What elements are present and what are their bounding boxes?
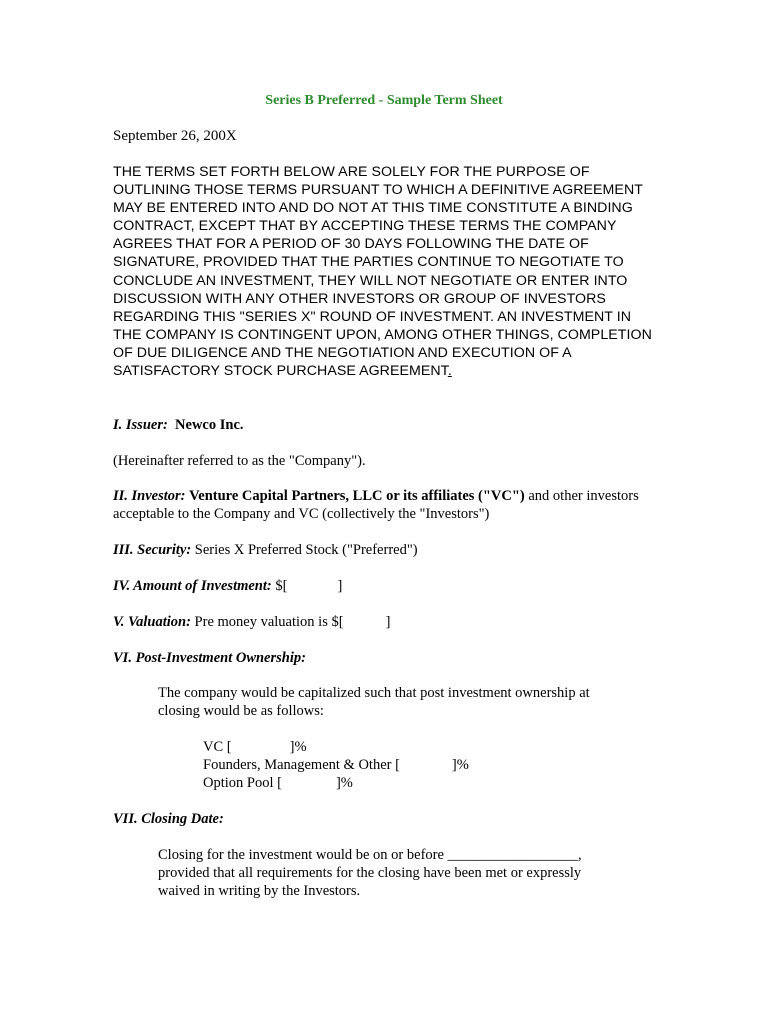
issuer-heading: I. Issuer: bbox=[113, 417, 168, 433]
ownership-item-close: ]% bbox=[289, 739, 307, 755]
ownership-item-founders bbox=[203, 756, 469, 774]
closing-date-blank: __________________ bbox=[447, 847, 579, 863]
investor-rest: and other investors acceptable to the Company and VC (collectively the "Investors") bbox=[113, 488, 639, 522]
preamble-text: THE TERMS SET FORTH BELOW ARE SOLELY FOR THE PURPOSE OF OUTLINING THOSE TERMS PURSUANT TO WHICH A DEFINITIVE AGREEMENT MAY BE ENTERED INTO AND DO NOT AT THIS TIME CONSTITUTE A BINDING CONTRACT, EXCEPT THAT BY ACCEPTING THESE TERMS THE COMPANY AGREES THAT FOR A PERIOD OF 30 DAYS FOLLOWING THE DATE OF SIGNATURE, PROVIDED THAT THE PARTIES CONTINUE TO NEGOTIATE TO CONCLUDE AN INVESTMENT, THEY WILL NOT NEGOTIATE OR ENTER INTO DISCUSSION WITH ANY OTHER INVESTORS OR GROUP OF INVESTORS REGARDING THIS "SERIES X" ROUND OF INVESTMENT. AN INVESTMENT IN THE COMPANY IS CONTINGENT UPON, AMONG OTHER THINGS, COMPLETION OF DUE DILIGENCE AND THE NEGOTIATION AND EXECUTION OF A SATISFACTORY STOCK PURCHASE AGREEMENT bbox=[113, 164, 652, 380]
security-value: Series X Preferred Stock ("Preferred") bbox=[194, 542, 418, 558]
issuer-note: (Hereinafter referred to as the "Company"). bbox=[113, 453, 366, 469]
document-title: Series B Preferred - Sample Term Sheet bbox=[265, 93, 503, 108]
issuer-value: Newco Inc. bbox=[175, 417, 244, 433]
investor-value: Venture Capital Partners, LLC or its affiliates ("VC") bbox=[189, 488, 525, 504]
ownership-item-close: ]% bbox=[335, 775, 353, 791]
amount-close: ] bbox=[337, 578, 343, 594]
section-closing-heading bbox=[113, 810, 224, 828]
closing-text-end: , provided that all requirements for the closing have been met or expressly waived in writing by the Investors. bbox=[158, 847, 582, 899]
preamble-paragraph bbox=[113, 163, 661, 380]
ownership-item-label: Option Pool [ bbox=[203, 775, 282, 791]
ownership-item-label: Founders, Management & Other [ bbox=[203, 757, 400, 773]
section-amount bbox=[113, 577, 342, 595]
closing-text bbox=[158, 846, 598, 900]
amount-value: $[ bbox=[275, 578, 288, 594]
closing-text-start: Closing for the investment would be on or before bbox=[158, 847, 448, 863]
ownership-item-option-pool bbox=[203, 774, 353, 792]
section-issuer bbox=[113, 416, 244, 434]
valuation-value: Pre money valuation is $[ bbox=[194, 614, 344, 630]
valuation-close: ] bbox=[385, 614, 391, 630]
ownership-item-label: VC [ bbox=[203, 739, 232, 755]
ownership-item-vc bbox=[203, 738, 307, 756]
preamble-end: . bbox=[447, 363, 452, 380]
ownership-heading: VI. Post-Investment Ownership: bbox=[113, 650, 306, 666]
investor-heading: II. Investor: bbox=[113, 488, 186, 504]
section-ownership-heading bbox=[113, 649, 306, 667]
document-date: September 26, 200X bbox=[113, 128, 237, 144]
section-valuation bbox=[113, 613, 390, 631]
security-heading: III. Security: bbox=[113, 542, 192, 558]
amount-heading: IV. Amount of Investment: bbox=[113, 578, 272, 594]
valuation-heading: V. Valuation: bbox=[113, 614, 191, 630]
ownership-text: The company would be capitalized such that post investment ownership at closing would be as follows: bbox=[158, 685, 590, 719]
section-investor bbox=[113, 487, 653, 523]
ownership-item-close: ]% bbox=[451, 757, 469, 773]
section-security bbox=[113, 541, 418, 559]
closing-heading: VII. Closing Date: bbox=[113, 811, 224, 827]
